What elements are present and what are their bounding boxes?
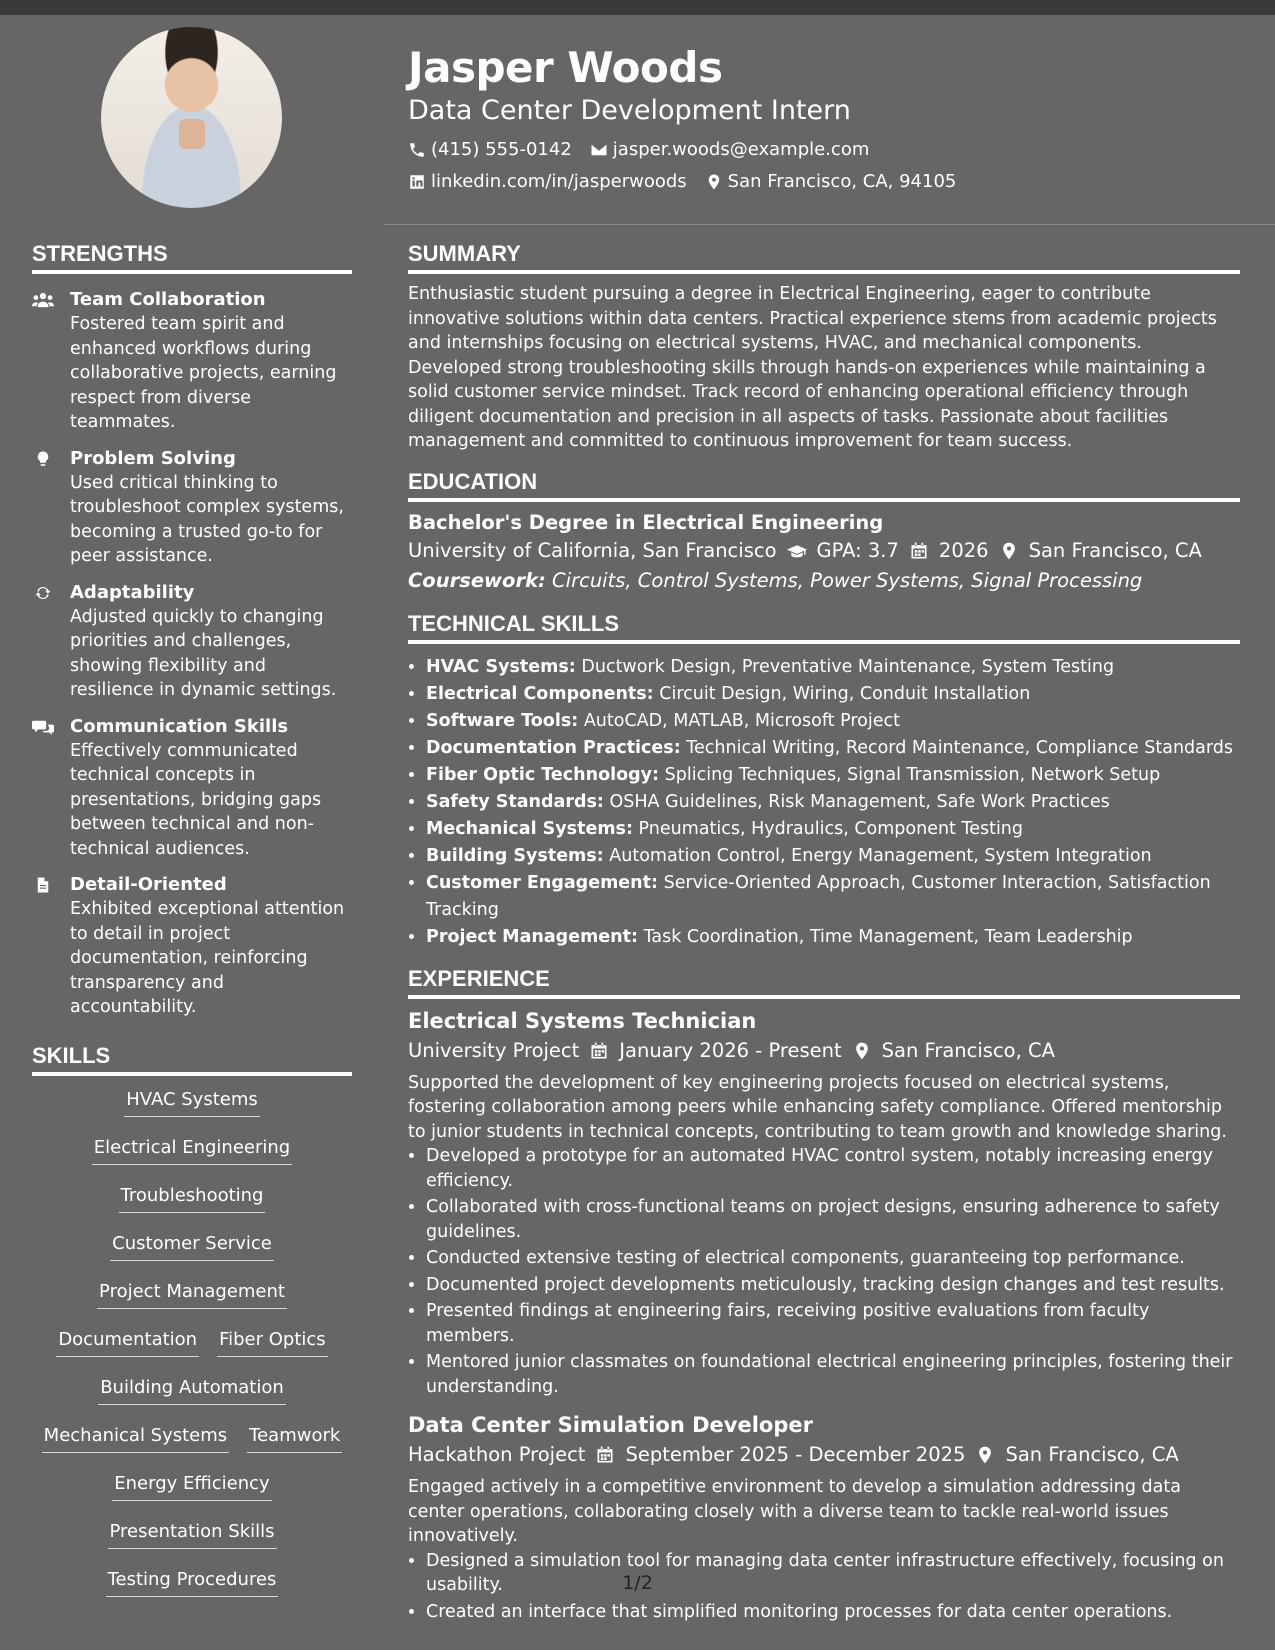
job-title: Electrical Systems Technician (408, 1008, 757, 1033)
graduation-cap-icon (787, 541, 807, 561)
tech-label: Customer Engagement: (426, 872, 659, 893)
tech-value: Ductwork Design, Preventative Maintenance, System Testing (581, 656, 1115, 677)
job-description: Engaged actively in a competitive environment to develop a simulation addressing data center operations, collaborating closely with a diverse team to tackle real-world issues innovatively. (408, 1477, 1181, 1546)
job-bullets (408, 1144, 1240, 1399)
skill-chip: Presentation Skills (108, 1520, 277, 1549)
location-contact (705, 166, 957, 198)
tech-value: Task Coordination, Time Management, Team Leadership (643, 926, 1133, 947)
strength-title: Communication Skills (70, 715, 289, 737)
skill-chip: Mechanical Systems (42, 1424, 230, 1453)
lightbulb-icon (32, 450, 54, 468)
email-contact[interactable] (590, 134, 870, 166)
linkedin-text[interactable]: linkedin.com/in/jasperwoods (431, 171, 687, 192)
tech-label: Mechanical Systems: (426, 818, 633, 839)
candidate-name: Jasper Woods (408, 43, 723, 92)
skill-chip: Troubleshooting (119, 1184, 266, 1213)
skill-chip: Teamwork (247, 1424, 342, 1453)
list-item: • Created an interface that simplified monitoring processes for data center operations. (426, 1600, 1240, 1625)
page-number-text: 1/2 (622, 1572, 653, 1594)
tech-label: Safety Standards: (426, 791, 604, 812)
list-item: • Designed a simulation tool for managing data center infrastructure effectively, focusing on usability. (426, 1549, 1240, 1598)
list-item: • Documented project developments meticulously, tracking design changes and test results. (426, 1273, 1240, 1298)
phone-contact (408, 134, 572, 166)
candidate-role: Data Center Development Intern (408, 95, 851, 126)
skill-chip: Customer Service (110, 1232, 274, 1261)
list-item (426, 681, 1240, 708)
strength-item (32, 581, 352, 703)
skill-chip: Testing Procedures (106, 1568, 279, 1597)
tech-value: Automation Control, Energy Management, System Integration (609, 845, 1152, 866)
job-meta (408, 1035, 1240, 1067)
school-location: San Francisco, CA (1028, 538, 1202, 562)
tech-label: Building Systems: (426, 845, 604, 866)
top-bar (0, 0, 1275, 15)
list-item (426, 789, 1240, 816)
job-org: University Project (408, 1038, 580, 1062)
header-divider (384, 224, 1275, 225)
strength-desc: Used critical thinking to troubleshoot complex systems, becoming a trusted go-to for peer assistance. (70, 472, 344, 566)
coursework (408, 566, 1240, 596)
tech-value: Splicing Techniques, Signal Transmission, Network Setup (664, 764, 1161, 785)
tech-label: Software Tools: (426, 710, 579, 731)
strength-desc: Exhibited exceptional attention to detail in project documentation, reinforcing transparency and accountability. (70, 899, 345, 1017)
page-indicator (0, 1572, 1275, 1594)
job-meta (408, 1439, 1240, 1471)
file-icon (32, 876, 54, 894)
skill-chip: Project Management (97, 1280, 287, 1309)
right-column (408, 240, 1240, 1626)
skill-chip: Fiber Optics (217, 1328, 328, 1357)
location-text: San Francisco, CA, 94105 (727, 171, 957, 192)
tech-label: Project Management: (426, 926, 638, 947)
email-text[interactable]: jasper.woods@example.com (612, 139, 870, 160)
skills-title: SKILLS (32, 1042, 352, 1076)
list-item: • Mentored junior classmates on foundational electrical engineering principles, fostering their understanding. (426, 1350, 1240, 1399)
skill-chip: Documentation (56, 1328, 199, 1357)
strength-title: Adaptability (70, 581, 195, 603)
school-name: University of California, San Francisco (408, 538, 777, 562)
users-icon (32, 291, 54, 309)
list-item (426, 843, 1240, 870)
strength-desc: Effectively communicated technical concepts in presentations, bridging gaps between technical and non-technical audiences. (70, 740, 322, 859)
profile-photo (101, 27, 282, 208)
job-dates: January 2026 - Present (619, 1038, 842, 1062)
tech-label: Fiber Optic Technology: (426, 764, 660, 785)
tech-value: Technical Writing, Record Maintenance, Compliance Standards (686, 737, 1233, 758)
strength-desc: Fostered team spirit and enhanced workflows during collaborative projects, earning respect from diverse teammates. (70, 314, 337, 432)
resume-header (408, 42, 1248, 198)
contact-row-1 (408, 134, 1248, 166)
list-item: • Developed a prototype for an automated HVAC control system, notably increasing energy efficiency. (426, 1144, 1240, 1193)
photo-neck (179, 119, 205, 149)
tech-value: Circuit Design, Wiring, Conduit Installation (659, 683, 1031, 704)
map-marker-icon (852, 1041, 872, 1061)
strength-item (32, 288, 352, 435)
tech-label: Electrical Components: (426, 683, 654, 704)
strength-item (32, 715, 352, 862)
job-dates: September 2025 - December 2025 (625, 1443, 966, 1466)
strength-item (32, 873, 352, 1020)
strength-item (32, 447, 352, 569)
job-title: Data Center Simulation Developer (408, 1413, 813, 1437)
tech-value: Service-Oriented Approach, Customer Interaction, Satisfaction Tracking (426, 872, 1211, 920)
list-item (426, 816, 1240, 843)
strength-title: Detail-Oriented (70, 874, 227, 895)
list-item: • Collaborated with cross-functional teams on project designs, ensuring adherence to safety guidelines. (426, 1195, 1240, 1244)
degree-title: Bachelor's Degree in Electrical Engineering (408, 510, 884, 534)
phone-icon (408, 141, 426, 159)
phone-text: (415) 555-0142 (431, 139, 572, 160)
coursework-list: Circuits, Control Systems, Power Systems, Signal Processing (552, 568, 1143, 592)
strength-title: Problem Solving (70, 447, 236, 469)
map-marker-icon (975, 1445, 995, 1465)
skill-chip: Energy Efficiency (112, 1472, 271, 1501)
job-location: San Francisco, CA (881, 1038, 1055, 1062)
map-marker-icon (705, 173, 723, 191)
linkedin-contact[interactable] (408, 166, 687, 198)
skills-list (32, 1076, 352, 1616)
technical-skills-title: TECHNICAL SKILLS (408, 610, 1240, 644)
strength-desc: Adjusted quickly to changing priorities and challenges, showing flexibility and resilience in dynamic settings. (70, 606, 337, 700)
comments-icon (32, 718, 54, 736)
list-item (426, 924, 1240, 951)
summary-title: SUMMARY (408, 240, 1240, 274)
skill-chip: Electrical Engineering (92, 1136, 292, 1165)
tech-label: HVAC Systems: (426, 656, 576, 677)
gpa-text: GPA: 3.7 (816, 538, 899, 562)
skill-chip: Building Automation (98, 1376, 286, 1405)
left-column (32, 240, 352, 1616)
list-item (426, 762, 1240, 789)
experience-title: EXPERIENCE (408, 965, 1240, 999)
sync-icon (32, 584, 54, 602)
technical-skills-list (408, 654, 1240, 951)
calendar-icon (595, 1445, 615, 1465)
map-marker-icon (999, 541, 1019, 561)
education-meta (408, 536, 1240, 566)
grad-year: 2026 (938, 538, 989, 562)
calendar-icon (909, 541, 929, 561)
tech-value: OSHA Guidelines, Risk Management, Safe Work Practices (609, 791, 1110, 812)
linkedin-icon (408, 173, 426, 191)
summary-text: Enthusiastic student pursuing a degree in Electrical Engineering, eager to contribute innovative solutions within data centers. Practical experience stems from academic projects and internships focusing on electrical systems, HVAC, and mechanical components. Developed strong troubleshooting skills through hands-on experiences while maintaining a solid customer service mindset. Track record of enhancing operational efficiency through diligent documentation and precision in all aspects of tasks. Passionate about facilities management and committed to continuous improvement for team success. (408, 284, 1217, 451)
strengths-title: STRENGTHS (32, 240, 352, 274)
education-title: EDUCATION (408, 468, 1240, 502)
tech-value: Pneumatics, Hydraulics, Component Testing (638, 818, 1024, 839)
tech-label: Documentation Practices: (426, 737, 681, 758)
coursework-label: Coursework: (408, 568, 546, 592)
list-item: • Presented findings at engineering fairs, receiving positive evaluations from faculty members. (426, 1299, 1240, 1348)
job-description: Supported the development of key engineering projects focused on electrical systems, fostering collaboration among peers while enhancing safety compliance. Offered mentorship to junior students in technical concepts, contributing to team growth and knowledge sharing. (408, 1072, 1227, 1142)
strength-title: Team Collaboration (70, 289, 266, 310)
calendar-icon (589, 1041, 609, 1061)
job-location: San Francisco, CA (1005, 1443, 1179, 1466)
job-entry (408, 1007, 1240, 1400)
skill-chip: HVAC Systems (124, 1088, 259, 1117)
list-item (426, 870, 1240, 924)
envelope-icon (590, 141, 608, 159)
list-item (426, 654, 1240, 681)
contact-row-2 (408, 166, 1248, 198)
job-org: Hackathon Project (408, 1443, 586, 1466)
list-item: • Conducted extensive testing of electrical components, guaranteeing top performance. (426, 1246, 1240, 1271)
tech-value: AutoCAD, MATLAB, Microsoft Project (583, 710, 900, 731)
list-item (426, 708, 1240, 735)
list-item (426, 735, 1240, 762)
